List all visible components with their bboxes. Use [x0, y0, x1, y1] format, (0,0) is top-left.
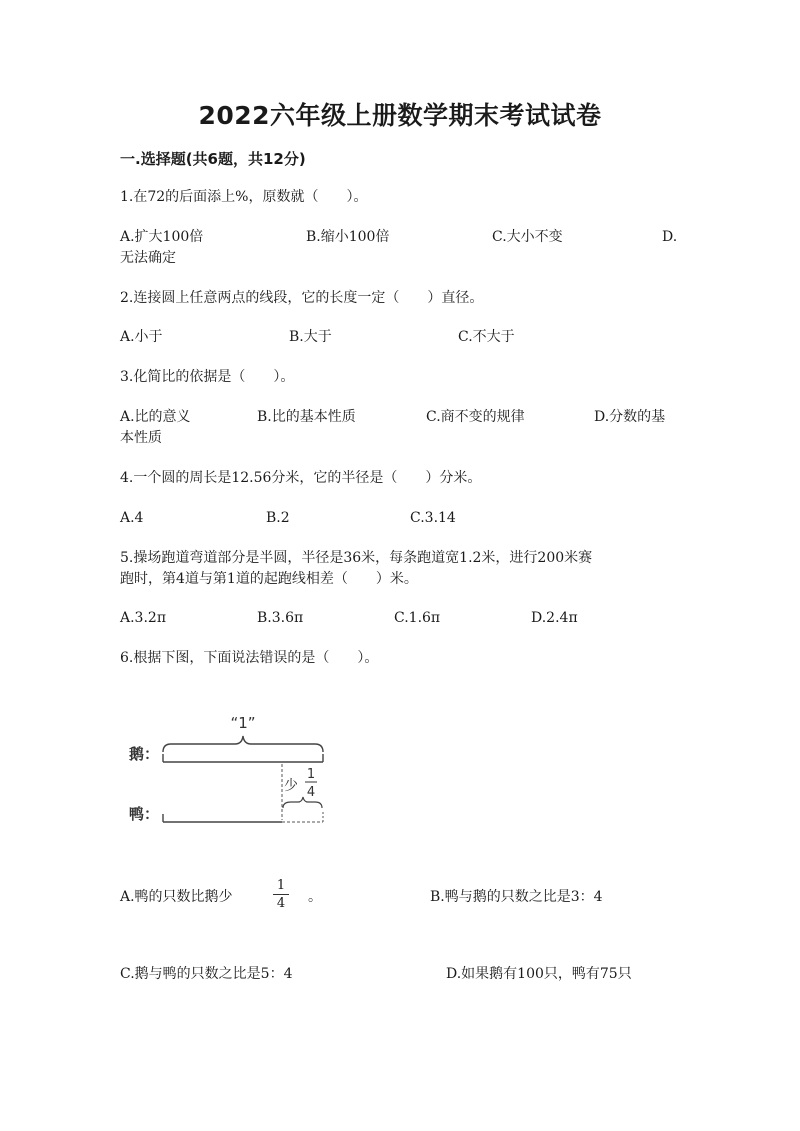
- diagram-duck-label: 鸭：: [129, 805, 160, 823]
- q1-option-d: D.: [662, 229, 678, 245]
- question-5-stem-line-2: 跑时，第4道与第1道的起跑线相差（ ）米。: [120, 571, 418, 587]
- q5-option-d: D.2.4π: [531, 610, 578, 626]
- diagram-whole-label: “1”: [230, 714, 256, 732]
- question-1-stem: 1.在72的后面添上%，原数就（ ）。: [120, 189, 368, 205]
- q2-option-c: C.不大于: [458, 329, 515, 345]
- page-title: 2022六年级上册数学期末考试试卷: [198, 101, 602, 130]
- diagram-fraction-numerator: 1: [306, 767, 316, 782]
- q6-option-a-fraction-numerator: 1: [276, 878, 286, 893]
- diagram-less-label: 少: [284, 778, 298, 794]
- section-heading: 一.选择题(共6题，共12分): [120, 150, 306, 168]
- question-4-stem: 4.一个圆的周长是12.56分米，它的半径是（ ）分米。: [120, 470, 482, 486]
- q6-option-b: B.鸭与鹅的只数之比是3：4: [430, 889, 603, 905]
- q3-option-d: D.分数的基: [594, 409, 666, 425]
- q6-option-a-prefix: A.鸭的只数比鹅少: [120, 889, 233, 905]
- diagram-less-brace: [283, 797, 322, 808]
- q6-option-a-fraction-bar: [273, 894, 289, 895]
- q3-option-d-continued: 本性质: [120, 430, 162, 446]
- diagram-goose-label: 鹅：: [129, 745, 160, 763]
- q4-option-a: A.4: [120, 510, 144, 526]
- q6-option-a-fraction-denominator: 4: [276, 896, 286, 911]
- goose-duck-diagram: [125, 708, 340, 833]
- q3-option-b: B.比的基本性质: [257, 409, 356, 425]
- q6-option-c: C.鹅与鸭的只数之比是5：4: [120, 966, 293, 982]
- q1-option-a: A.扩大100倍: [120, 229, 204, 245]
- q6-option-d: D.如果鹅有100只，鸭有75只: [446, 966, 632, 982]
- q1-option-d-continued: 无法确定: [120, 250, 176, 266]
- question-2-stem: 2.连接圆上任意两点的线段，它的长度一定（ ）直径。: [120, 290, 484, 306]
- question-6-stem: 6.根据下图，下面说法错误的是（ ）。: [120, 650, 379, 666]
- q1-option-c: C.大小不变: [492, 229, 563, 245]
- q6-option-a-suffix: 。: [308, 889, 322, 905]
- q3-option-c: C.商不变的规律: [426, 409, 525, 425]
- q2-option-b: B.大于: [289, 329, 332, 345]
- q2-option-a: A.小于: [120, 329, 163, 345]
- q6-option-a-fraction: [273, 878, 289, 911]
- question-5-stem-line-1: 5.操场跑道弯道部分是半圆，半径是36米，每条跑道宽1.2米，进行200米赛: [120, 550, 593, 566]
- q1-option-b: B.缩小100倍: [306, 229, 390, 245]
- q4-option-c: C.3.14: [410, 510, 456, 526]
- diagram-fraction-denominator: 4: [306, 785, 316, 800]
- q5-option-a: A.3.2π: [120, 610, 167, 626]
- diagram-whole-brace: [163, 736, 323, 752]
- q5-option-b: B.3.6π: [257, 610, 304, 626]
- q3-option-a: A.比的意义: [120, 409, 191, 425]
- q5-option-c: C.1.6π: [394, 610, 441, 626]
- q4-option-b: B.2: [266, 510, 290, 526]
- question-3-stem: 3.化简比的依据是（ ）。: [120, 369, 295, 385]
